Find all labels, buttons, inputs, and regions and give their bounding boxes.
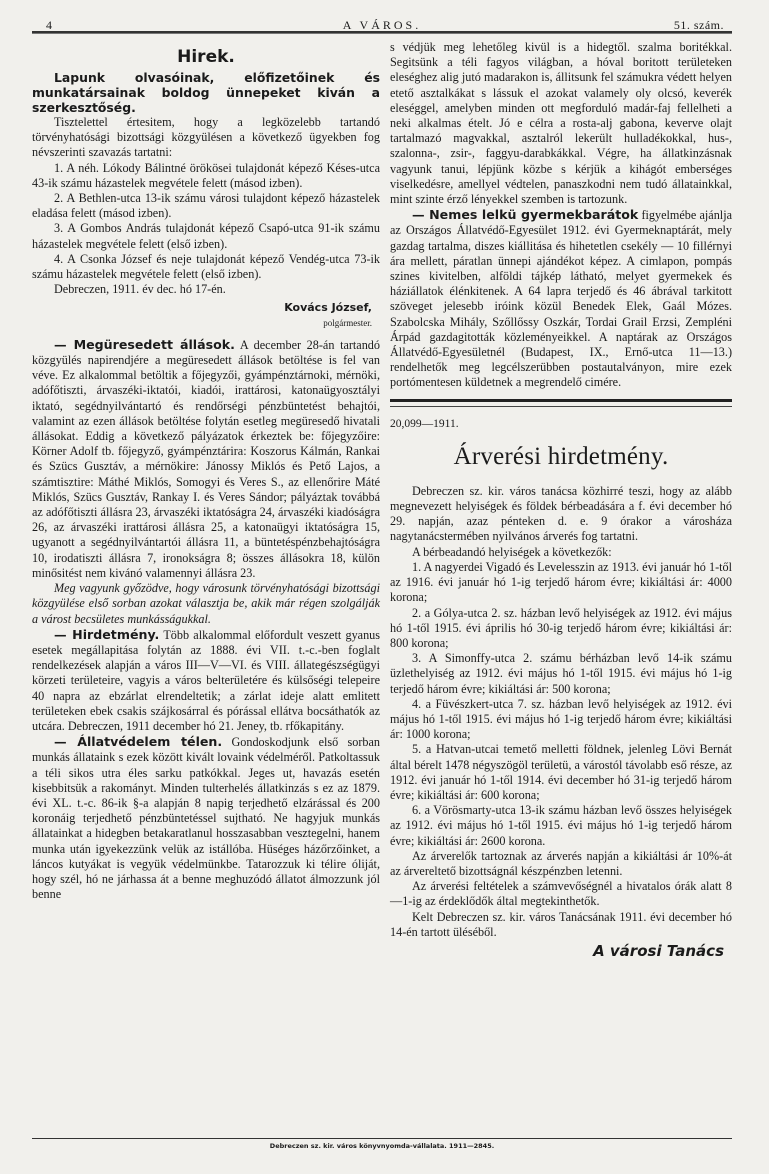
section-divider bbox=[390, 399, 732, 407]
vacancies-comment: Meg vagyunk győzödve, hogy városunk törvényhatósági bizottsági közgyülése első sorban azokat választja be, akik már régen szolgálják a várost becsületes munkásságukkal. bbox=[32, 581, 380, 626]
auction-intro: Debreczen sz. kir. város tanácsa közhirré teszi, hogy az alább megnevezett helyiségek és földek bérbeadására a f. évi december hó 29. napján, azaz pénteken d. e. 9 órakor a városháza nagytanácstermében nyilvános árverés fog tartatni. bbox=[390, 483, 732, 544]
announcement-body: Több alkalommal előfordult veszett gyanus esetek megállapitása folytán az 1888. évi VII. t.-c.-ben foglalt rendelkezések alapján a város III—V—VI. és VIII. állategészségügyi körzeti területeire, vagyis a város belterületére és külsőségi telepeire 40 napra az ebzárlat elrendeltetik; a zárlat ideje alatt emlitett területeken ebek csakis szájkosárral és pórással ellátva bocsáthatók az utcára. Debreczen, 1911 december hó 21. Jeney, tb. rfőkapitány. bbox=[32, 627, 380, 733]
reference-number: 20,099—1911. bbox=[390, 417, 459, 430]
calendar-heading: — Nemes lelkü gyermekbarátok bbox=[412, 207, 639, 223]
holiday-greeting: Lapunk olvasóinak, előfizetőinek és munkatársainak boldog ünnepeket kiván a szerkesztőség. bbox=[32, 70, 380, 115]
auction-item: 4. a Füvészkert-utca 7. sz. házban levő helyiségek az 1912. évi május hó 1-től 1915. évi május hó 1-ig terjedő három évre; kikiáltási ár: 1000 korona; bbox=[390, 696, 732, 742]
auction-item: 2. a Gólya-utca 2. sz. házban levő helyiségek az 1912. évi május hó 1-től 1915. évi április hó 30-ig terjedő három évre; kikiáltási ár: 800 korona; bbox=[390, 605, 732, 650]
auction-conditions: Az árverési feltételek a számvevőségnél a hivatalos órák alatt 8—1-ig az érdeklődők által megtekinthetők. bbox=[390, 879, 732, 909]
auction-item: 6. a Vörösmarty-utca 13-ik számu házban levő összes helyiségek az 1912. évi május hó 1-től 1915. évi május hó 1-ig terjedő három évre; kikiáltási ár: 2600 korona. bbox=[390, 803, 732, 848]
auction-title: Árverési hirdetmény. bbox=[453, 442, 669, 470]
auction-signature: A városi Tanács bbox=[593, 941, 724, 960]
issue-number: 51. szám. bbox=[673, 18, 724, 32]
winter-body: Gondoskodjunk első sorban munkás állataink s ezek között kivált lovaink védelméről. Patkoltassuk a téli sikos utra éles sarku patkókkal. Jeges ut, havazás esetén kisebbitsük a rakományt. Minden tulterhelés állatkinzás s ez az 1879. évi XL. t.-c. 86-ik §-a alapján 8 napig terjedhető elzárással és 200 koronáig terjedhető pénzbüntetéssel sujtható. Ne hagyjuk munkás állatainkat a hidegben betakaratlanul hosszasabban vesztegelni, hanem munka után igyekezzünk velük az istállóba. Hüséges házőrzőinket, a láncos kutyákat is vegyük védelmünkbe. Tatarozzuk ki télire óliját, hogy szél, hó ne járhassa át a benne meghuzódó állatot álmozzunk jól benne bbox=[32, 735, 381, 902]
signature-title: polgármester. bbox=[323, 317, 372, 328]
footer-rule bbox=[32, 1138, 732, 1139]
auction-deposit: Az árverelők tartoznak az árverés napján a kikiáltási ár 10%-át az árvereltető bizottságnál készpénzben letenni. bbox=[390, 848, 732, 878]
auction-list-heading: A bérbeadandó helyiségek a következők: bbox=[412, 544, 612, 559]
page-header bbox=[32, 14, 732, 32]
vacancies-body: A december 28-án tartandó közgyülés napirendjére a megüresedett állások betöltése is fel van véve. Ez alkalommal betöltik a főjegyzői, gyámpénztárnoki, mérnöki, adófőtiszti, árvaszéki-iktatói, kiadói, irattárosi, katonaügyosztályi iktató, segédnyilvántartó és rendőrségi pénzbüntetést behajtói, valamint az ezen állások betöltése folytán esetleg megüresedő hivatali állásokat. Eddig a következő pályázatok érkeztek be: főjegyzőire: Körner Adolf tb. főjegyző, gyámpénztárira: Koszorus Kálmán, Rankai és Szücs Gusztáv, a mérnökire: Jánossy Miklós és Pető Lajos, a számtisztire: Máthé Miklós, Somogyi és Veres S., az ellenőrire Máté Miklós, Szücs Gusztáv, Rankay I. és Veres Sándor; pályáztak továbbá az adófőtiszti állásra 23, árvaszéki iktatóságra 24, árvaszéki kiadóságra 26, az árvaszéki irattárosi állásra 25, a katonaügyi iktatóságra 15, ugyanott a segédnyilvántartói állásra 11, a büntetéspénzbehajtóságra 10, irodatiszti állásra 7, ironokságra 8; összes állásokra 18, külön minősitést nem kivánó valamennyi állásra 23. bbox=[32, 337, 380, 580]
page-number: 4 bbox=[46, 18, 53, 32]
notice-item: 4. A Csonka József és neje tulajdonát képező Vendég-utca 73-ik számu házastelek megvétele felett (első izben). bbox=[32, 251, 380, 282]
notice-date: Debreczen, 1911. év dec. hó 17-én. bbox=[54, 282, 226, 297]
winter-article bbox=[32, 734, 380, 902]
header-rule bbox=[32, 31, 732, 34]
vacancies-article bbox=[32, 337, 380, 581]
announcement-heading: — Hirdetmény. bbox=[54, 626, 160, 642]
signature-name: Kovács József, bbox=[284, 301, 372, 315]
winter-heading: — Állatvédelem télen. bbox=[54, 734, 223, 750]
auction-item: 5. a Hatvan-utcai temető melletti földnek, jelenleg Lövi Bernát által bérelt 1478 négyszögöl területü, a várostól távolabb eső része, az 1912. évi január hó 1-től 1914. évi december hó 31-ig terjedő három évre; kikiáltási ár: 600 korona; bbox=[390, 742, 732, 802]
vacancies-heading: — Megüresedett állások. bbox=[54, 336, 235, 352]
winter-article-continued: s védjük meg lehetőleg kivül is a hidegtől. szalma boritékkal. Segitsünk a téli fagyos világban, a hóval boritott területeken eleséghez alig jutó madarakon is, állitsunk fel számukra védett helyen etető asztalkákat s lássuk el azokat valamely oly olcsó, keverék eleséggel, amelyben minden ott megforduló madár-faj fellelheti a neki alkalmas ételt. Jó e célra a rosta-alj gabona, keverve olajt tartalmazó magvakkal, asztalról lekerült hulladékokkal, hus-, szalonna-, zsir-, faggyu-darabkákkal. Végre, ha állatkinzásnak vagyunk tanui, lépjünk közbe s kérjük a kihágót emberséges viselkedésre, amellyel védtelen, panaszkodni nem tudó állatainkkal, mint szinte érző lényekkel szemben is tartozunk. bbox=[390, 40, 732, 207]
notice-item: 2. A Bethlen-utca 13-ik számu városi tulajdont képező házastelek eladása felett (másod izben). bbox=[32, 191, 380, 221]
right-column bbox=[390, 40, 732, 959]
notice-item: 1. A néh. Lókody Bálintné örökösei tulajdonát képező Késes-utca 43-ik számu házastelek megvétele felett (másod izben). bbox=[32, 160, 380, 190]
left-column bbox=[32, 40, 380, 902]
publication-title: A VÁROS. bbox=[342, 18, 422, 32]
calendar-article bbox=[390, 207, 732, 390]
calendar-body: figyelmébe ajánlja az Országos Állatvédő-Egyesület 1912. évi Gyermeknaptárát, mely gazdag tartalma, diszes kiállitása és hihetetlen csekély — 10 fillérnyi ára mellett, páratlan ünnepi ajándékot képez. A cimlapon, pompás szines kivitelben, alföldi tájkép látható, melyet gyermekek és háziállatok élénkitenek. A 64 lapra terjedő és 46 ábrával tarkitott szöveget jelesebb iróink közül Benedek Elek, Gaál Mózes. Szabolcska Mihály, Szőllőssy Oszkár, Tordai Grail Erzsi, Zempléni Árpád gazdagitották közleményeikkel. A naptárak az Országos Állatvédő-Egyesületnél (Budapest, IX., Ernő-utca 11—13.) rendelhetők meg legcélszerübben postautalványon, mire ezek portómentesen küldetnek a megrendelő cimére. bbox=[390, 208, 732, 390]
section-title: Hirek. bbox=[177, 47, 235, 67]
printer-imprint: Debreczen sz. kir. város könyvnyomda-vállalata. 1911—2845. bbox=[269, 1142, 495, 1150]
notice-intro: Tisztelettel értesitem, hogy a legközelebb tartandó törvényhatósági bizottsági közgyülésen a következő ügyekben fog névszerinti szavazás tartatni: bbox=[32, 115, 380, 160]
auction-dated: Kelt Debreczen sz. kir. város Tanácsának 1911. évi december hó 14-én tartott üléséből. bbox=[390, 909, 732, 939]
auction-item: 1. A nagyerdei Vigadó és Levelesszin az 1913. évi január hó 1-től az 1916. évi január hó 1-ig terjedő három évre; kikiáltási ár: 4000 korona; bbox=[390, 559, 732, 605]
notice-item: 3. A Gombos András tulajdonát képező Csapó-utca 91-ik számu házastelek megvétele felett (első izben). bbox=[32, 221, 380, 251]
announcement-article bbox=[32, 627, 380, 734]
auction-item: 3. A Simonffy-utca 2. számu bérházban levő 14-ik számu üzlethelyiség az 1912. évi május hó 1-től 1915. évi május hó 1-ig terjedő három évre; kikiáltási ár: 500 korona; bbox=[390, 651, 732, 696]
